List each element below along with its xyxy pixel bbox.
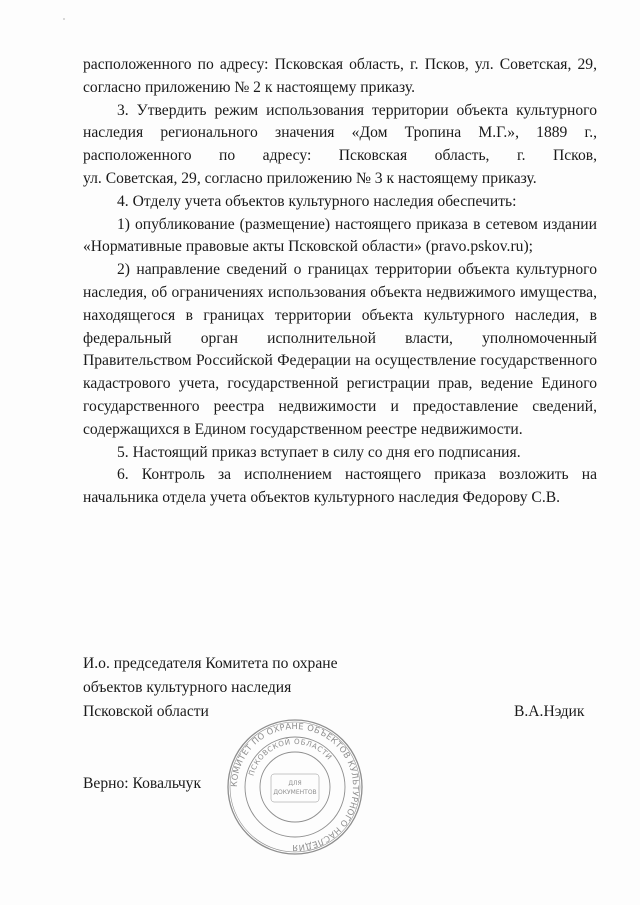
paragraph-subitem-2: 2) направление сведений о границах территории объекта культурного наследия, об ограничениях использования объекта недвижимого имущества, находящегося в границах территории объекта культурного наследия, в федеральный орган исполнительной власти, уполномоченный Правительством Российской Федерации на осуществление государственного кадастрового учета, государственной регистрации прав, ведение Единого государственного реестра недвижимости и предоставление сведений, содержащихся в Едином государственном реестре недвижимости. [83, 261, 597, 438]
verification-note: Верно: Ковальчук [83, 775, 202, 792]
seal-center-line-2: ДОКУМЕНТОВ [273, 789, 317, 796]
scan-speck [63, 18, 65, 20]
signatory-title-line-2: объектов культурного наследия [83, 679, 292, 696]
paragraph-item-3-end: ул. Советская, 29, согласно приложению № 3 к настоящему приказу. [83, 169, 537, 187]
paragraph-item-4: 4. Отделу учета объектов культурного наследия обеспечить: [117, 192, 517, 210]
paragraph-item-6: 6. Контроль за исполнением настоящего приказа возложить на начальника отдела учета объектов культурного наследия Федорову С.В. [83, 466, 597, 507]
official-seal-stamp [226, 718, 364, 856]
signatory-title-line-3: Псковской области [83, 703, 209, 720]
document-body [83, 54, 597, 510]
paragraph-item-5: 5. Настоящий приказ вступает в силу со дня его подписания. [117, 443, 521, 461]
paragraph-item-3: 3. Утвердить режим использования территории объекта культурного наследия регионального значения «Дом Тропина М.Г.», 1889 г., расположенного по адресу: Псковская область, г. Псков, [83, 101, 597, 165]
seal-inner-text: ПСКОВСКОЙ ОБЛАСТИ [246, 736, 335, 777]
seal-center-line-1: ДЛЯ [288, 780, 302, 787]
signatory-title-line-1: И.о. председателя Комитета по охране [83, 655, 338, 672]
signatory-name: В.А.Нэдик [514, 703, 585, 720]
seal-outer-text: КОМИТЕТ ПО ОХРАНЕ ОБЪЕКТОВ КУЛЬТУРНОГО НАСЛЕДИЯ [228, 720, 362, 854]
paragraph-subitem-1: 1) опубликование (размещение) настоящего приказа в сетевом издании «Нормативные правовые акты Псковской области» (pravo.pskov.ru); [83, 215, 597, 256]
paragraph-address-2: расположенного по адресу: Псковская область, г. Псков, ул. Советская, 29, согласно приложению № 2 к настоящему приказу. [83, 56, 597, 96]
